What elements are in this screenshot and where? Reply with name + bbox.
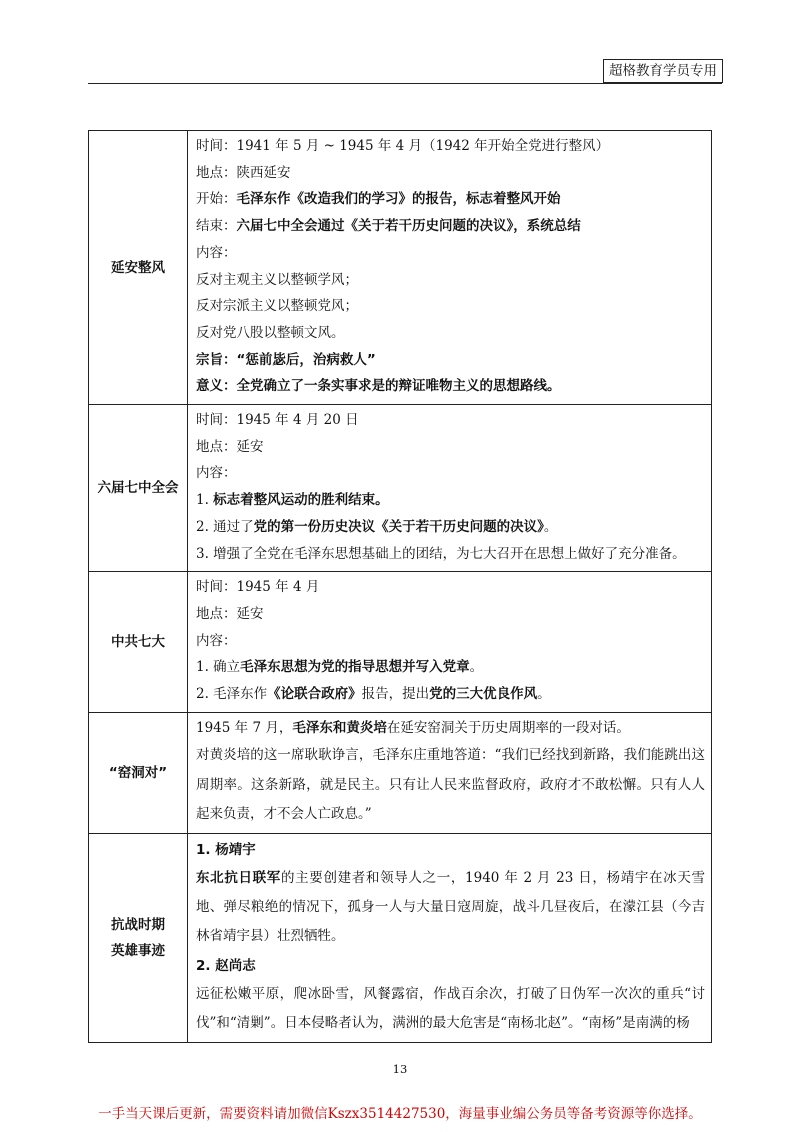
significance-line: 意义：全党确立了一条实事求是的辩证唯物主义的思想路线。 [196, 378, 561, 395]
content-item: 1. 标志着整风运动的胜利结束。 [196, 492, 389, 509]
place-line: 地点：延安 [196, 438, 264, 455]
row-content [188, 712, 712, 833]
row-label: 延安整风 [89, 131, 188, 405]
place-line: 地点：陕西延安 [196, 164, 291, 181]
hero-paragraph: 远征松嫩平原，爬冰卧雪，风餐露宿，作战百余次，打破了日伪军一次次的重兵“讨伐”和“清剿”。日本侵略者认为，满洲的最大危害是“南杨北赵”。“南杨”是南满的杨 [196, 985, 705, 1031]
hero-title: 2. 赵尚志 [196, 957, 256, 974]
purpose-line: 宗旨：“惩前毖后，治病救人” [196, 351, 376, 368]
notes-table [88, 130, 712, 1043]
content-item: 1. 确立毛泽东思想为党的指导思想并写入党章。 [196, 659, 484, 676]
intro-line: 1945 年 7 月，毛泽东和黄炎培在延安窑洞关于历史周期率的一段对话。 [196, 719, 630, 736]
row-content [188, 572, 712, 713]
content-heading: 内容： [196, 244, 237, 261]
row-content [188, 834, 712, 1043]
content-item: 2. 通过了党的第一份历史决议《关于若干历史问题的决议》。 [196, 518, 558, 535]
page-number: 13 [392, 1062, 408, 1076]
hero-title: 1. 杨靖宇 [196, 842, 256, 859]
content-item: 3. 增强了全党在毛泽东思想基础上的团结，为七大召开在思想上做好了充分准备。 [196, 545, 686, 562]
content-heading: 内容： [196, 465, 237, 482]
time-line: 时间：1945 年 4 月 20 日 [196, 412, 359, 429]
table-row [89, 131, 712, 405]
table-row [89, 834, 712, 1043]
dialogue-paragraph: 对黄炎培的这一席耿耿诤言，毛泽东庄重地答道：“我们已经找到新路，我们能跳出这周期率。这条新路，就是民主。只有让人民来监督政府，政府才不敢松懈。只有人人起来负责，才不会人亡政息。” [196, 747, 705, 822]
content-item: 反对党八股以整顿文风。 [196, 324, 345, 341]
content-item: 2. 毛泽东作《论联合政府》报告，提出党的三大优良作风。 [196, 686, 551, 703]
table-row [89, 712, 712, 833]
row-label: 中共七大 [89, 572, 188, 713]
content-item: 反对宗派主义以整顿党风； [196, 298, 358, 315]
start-line: 开始：毛泽东作《改造我们的学习》的报告，标志着整风开始 [196, 191, 561, 208]
end-line: 结束：六届七中全会通过《关于若干历史问题的决议》，系统总结 [196, 218, 581, 235]
row-label: 抗战时期 英雄事迹 [89, 834, 188, 1043]
content-item: 反对主观主义以整顿学风； [196, 271, 358, 288]
hero-paragraph: 东北抗日联军的主要创建者和领导人之一，1940 年 2 月 23 日，杨靖宇在冰天雪地、弹尽粮绝的情况下，孤身一人与大量日寇周旋，战斗几昼夜后，在濛江县（今吉林省靖宇县）壮烈牺牲。 [196, 870, 706, 945]
table-row [89, 572, 712, 713]
time-line: 时间：1941 年 5 月 ~ 1945 年 4 月（1942 年开始全党进行整风） [196, 138, 610, 154]
table-row [89, 405, 712, 572]
row-content [188, 131, 712, 405]
time-line: 时间：1945 年 4 月 [196, 579, 320, 596]
footer-note: 一手当天课后更新，需要资料请加微信Kszx3514427530，海量事业编公务员等备考资源等你选择。 [98, 1106, 702, 1122]
header-badge: 超格教育学员专用 [603, 59, 723, 83]
header-rule [88, 83, 722, 84]
row-label: 六届七中全会 [89, 405, 188, 572]
row-label: “窑洞对” [89, 712, 188, 833]
place-line: 地点：延安 [196, 605, 264, 622]
content-heading: 内容： [196, 632, 237, 649]
row-content [188, 405, 712, 572]
